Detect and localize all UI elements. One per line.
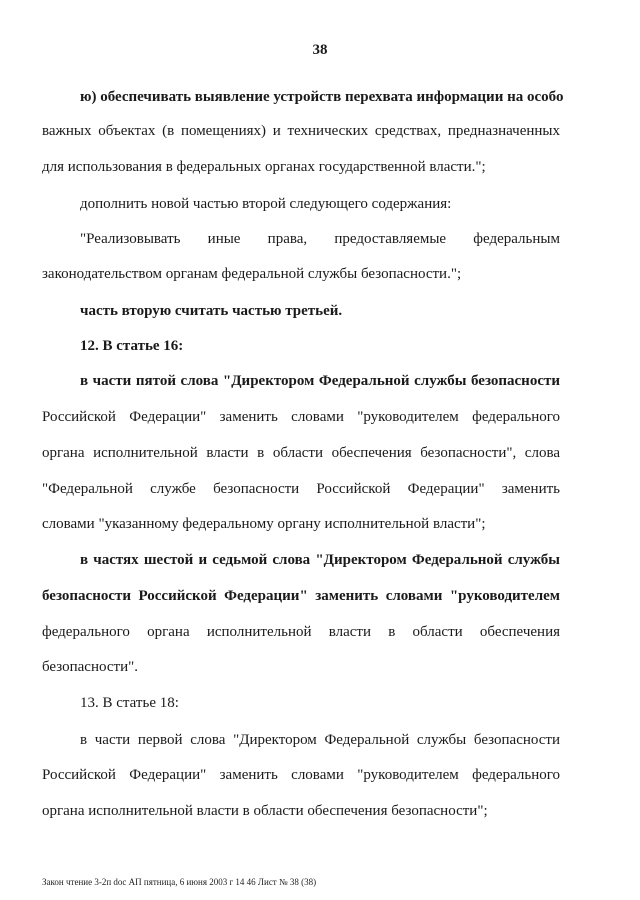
text-line: безопасности Российской Федерации" заменить словами "руководителем <box>42 588 560 604</box>
footer-text: Закон чтение 3-2п doc АП пятница, 6 июня 2003 г 14 46 Лист № 38 (38) <box>42 877 317 887</box>
text-line: безопасности". <box>42 659 138 675</box>
text-line: Российской Федерации" заменить словами "руководителем федерального <box>42 767 560 783</box>
text-line: дополнить новой частью второй следующего содержания: <box>80 196 452 212</box>
text-line: для использования в федеральных органах государственной власти."; <box>42 159 486 175</box>
text-line: ю) обеспечивать выявление устройств перехвата информации на особо <box>80 89 564 105</box>
text-line: важных объектах (в помещениях) и технических средствах, предназначенных <box>42 123 560 139</box>
text-line: Российской Федерации" заменить словами "руководителем федерального <box>42 409 560 425</box>
text-line: в частях шестой и седьмой слова "Директором Федеральной службы <box>80 552 560 568</box>
text-line: органа исполнительной власти в области обеспечения безопасности", слова <box>42 445 560 461</box>
text-line: словами "указанному федеральному органу исполнительной власти"; <box>42 516 486 532</box>
text-line: законодательством органам федеральной службы безопасности."; <box>42 266 462 282</box>
text-line: "Федеральной службе безопасности Российской Федерации" заменить <box>42 481 560 497</box>
text-line: "Реализовывать иные права, предоставляемые федеральным <box>80 231 560 247</box>
text-line: органа исполнительной власти в области обеспечения безопасности"; <box>42 803 488 819</box>
section-heading: 13. В статье 18: <box>80 695 179 711</box>
page-number: 38 <box>312 42 328 58</box>
text-line: федерального органа исполнительной власти в области обеспечения <box>42 624 560 640</box>
section-heading: 12. В статье 16: <box>80 338 184 354</box>
text-line: в части первой слова "Директором Федеральной службы безопасности <box>80 732 560 748</box>
text-line: часть вторую считать частью третьей. <box>80 303 343 319</box>
text-line: в части пятой слова "Директором Федеральной службы безопасности <box>80 373 560 389</box>
